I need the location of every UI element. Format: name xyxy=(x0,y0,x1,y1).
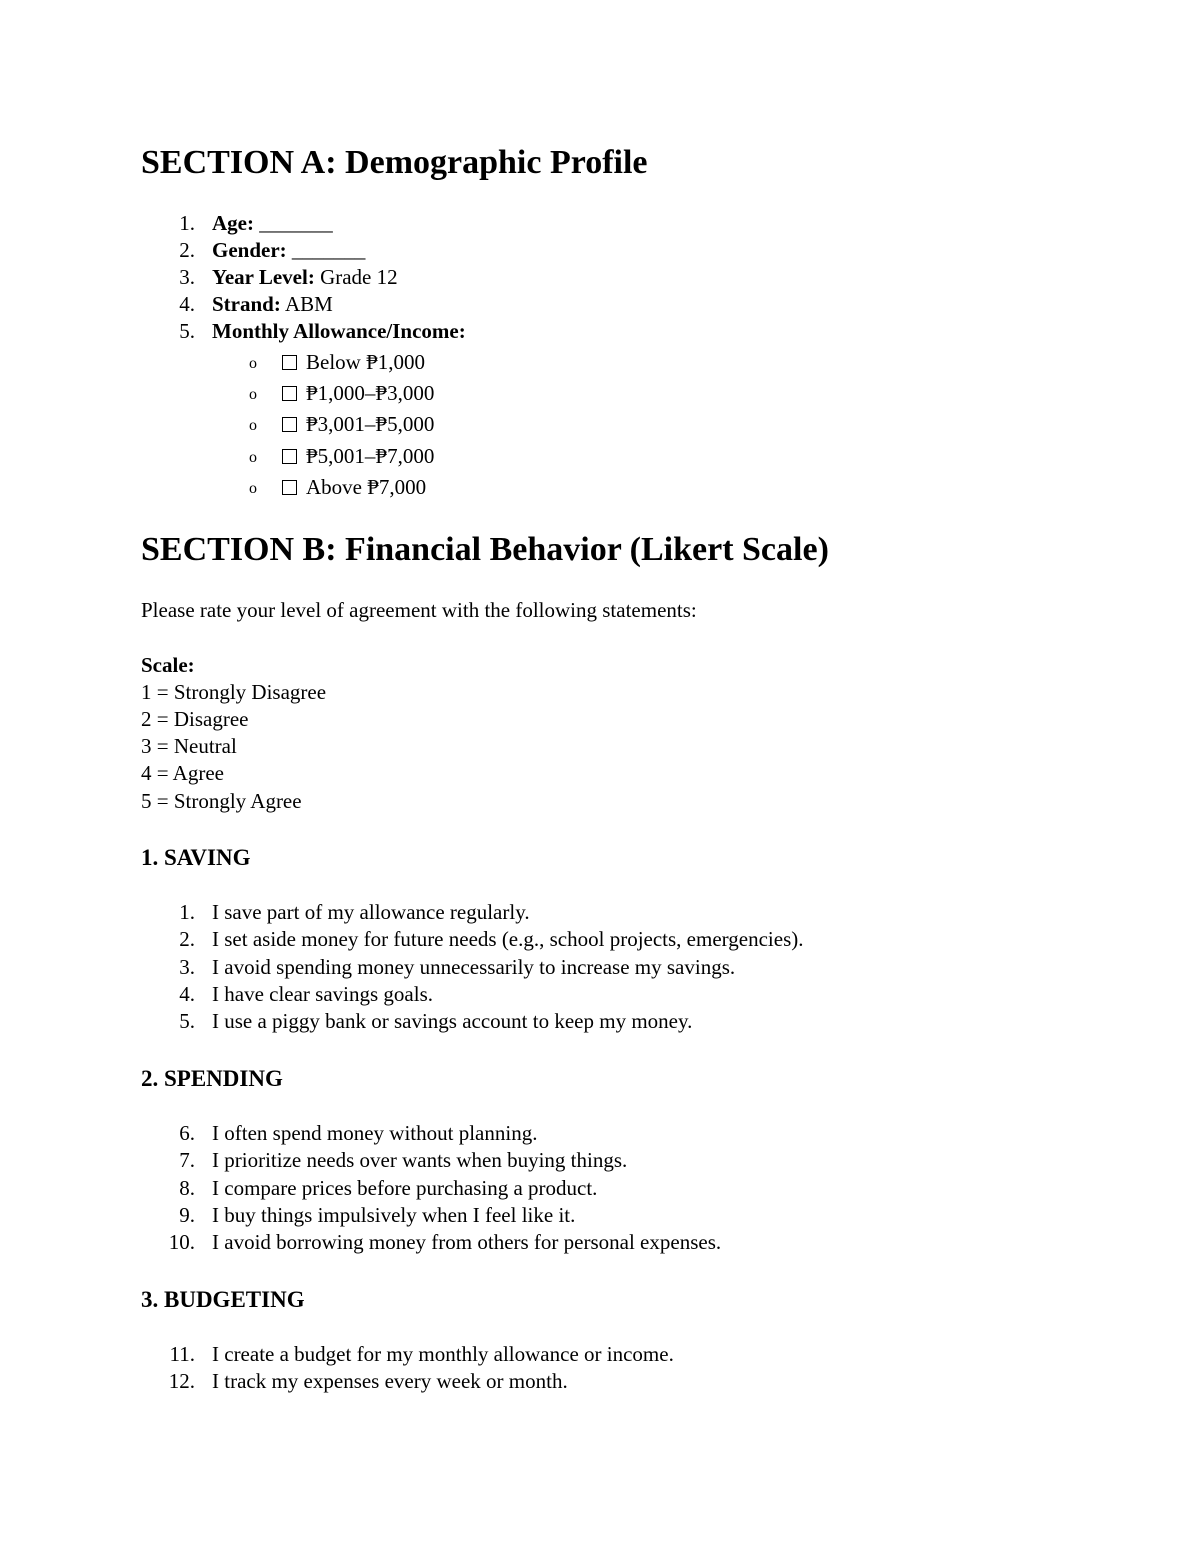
item-number: 7. xyxy=(179,1148,195,1172)
scale-item: 4 = Agree xyxy=(141,761,224,785)
item-number: 5. xyxy=(179,1009,195,1033)
item-text: I avoid spending money unnecessarily to increase my savings. xyxy=(212,955,736,979)
item-text: I create a budget for my monthly allowance or income. xyxy=(212,1342,674,1366)
scale-item: 2 = Disagree xyxy=(141,707,249,731)
option-label: ₱5,001–₱7,000 xyxy=(306,444,435,468)
item-label: Gender: xyxy=(212,238,287,262)
item-text: I prioritize needs over wants when buying things. xyxy=(212,1148,628,1172)
item-text: I save part of my allowance regularly. xyxy=(212,900,530,924)
item-label: Strand: xyxy=(212,292,281,316)
item-value: Grade 12 xyxy=(314,265,398,289)
item-number: 6. xyxy=(179,1121,195,1145)
checkbox[interactable] xyxy=(282,355,297,370)
item-label: Year Level: xyxy=(212,265,315,289)
scale-item: 3 = Neutral xyxy=(141,734,237,758)
item-number: 3. xyxy=(179,265,195,289)
item-number: 2. xyxy=(179,927,195,951)
section-a-title: SECTION A: Demographic Profile xyxy=(141,144,648,181)
scale-item: 5 = Strongly Agree xyxy=(141,789,302,813)
item-value: _______ xyxy=(253,211,333,235)
item-label: Age: xyxy=(212,211,254,235)
item-number: 8. xyxy=(179,1176,195,1200)
saving-heading: 1. SAVING xyxy=(141,845,251,870)
bullet-icon: o xyxy=(249,480,257,497)
checkbox[interactable] xyxy=(282,386,297,401)
option-label: ₱3,001–₱5,000 xyxy=(306,412,435,436)
instruction-text: Please rate your level of agreement with the following statements: xyxy=(141,598,697,622)
item-text: I buy things impulsively when I feel like it. xyxy=(212,1203,576,1227)
item-number: 10. xyxy=(168,1230,195,1254)
item-text: I often spend money without planning. xyxy=(212,1121,538,1145)
option-label: Below ₱1,000 xyxy=(306,350,426,374)
bullet-icon: o xyxy=(249,417,257,434)
option-label: Above ₱7,000 xyxy=(306,475,427,499)
budgeting-heading: 3. BUDGETING xyxy=(141,1287,305,1312)
item-number: 11. xyxy=(169,1342,195,1366)
item-text: I compare prices before purchasing a product. xyxy=(212,1176,598,1200)
checkbox[interactable] xyxy=(282,480,297,495)
item-text: I use a piggy bank or savings account to keep my money. xyxy=(212,1009,693,1033)
option-label: ₱1,000–₱3,000 xyxy=(306,381,435,405)
item-text: I have clear savings goals. xyxy=(212,982,434,1006)
item-text: I track my expenses every week or month. xyxy=(212,1369,568,1393)
item-number: 2. xyxy=(179,238,195,262)
bullet-icon: o xyxy=(249,449,257,466)
item-number: 5. xyxy=(179,319,195,343)
item-text: I set aside money for future needs (e.g., school projects, emergencies). xyxy=(212,927,804,951)
checkbox[interactable] xyxy=(282,449,297,464)
item-number: 3. xyxy=(179,955,195,979)
scale-label: Scale: xyxy=(141,653,195,677)
item-number: 4. xyxy=(179,292,195,316)
scale-item: 1 = Strongly Disagree xyxy=(141,680,327,704)
spending-heading: 2. SPENDING xyxy=(141,1066,283,1091)
item-value: _______ xyxy=(286,238,366,262)
item-number: 12. xyxy=(168,1369,195,1393)
item-text: I avoid borrowing money from others for personal expenses. xyxy=(212,1230,722,1254)
item-number: 1. xyxy=(179,211,195,235)
section-b-title: SECTION B: Financial Behavior (Likert Scale) xyxy=(141,531,829,568)
item-number: 9. xyxy=(179,1203,195,1227)
bullet-icon: o xyxy=(249,355,257,372)
item-number: 4. xyxy=(179,982,195,1006)
item-value: ABM xyxy=(280,292,333,316)
checkbox[interactable] xyxy=(282,417,297,432)
item-label: Monthly Allowance/Income: xyxy=(212,319,466,343)
item-number: 1. xyxy=(179,900,195,924)
bullet-icon: o xyxy=(249,386,257,403)
